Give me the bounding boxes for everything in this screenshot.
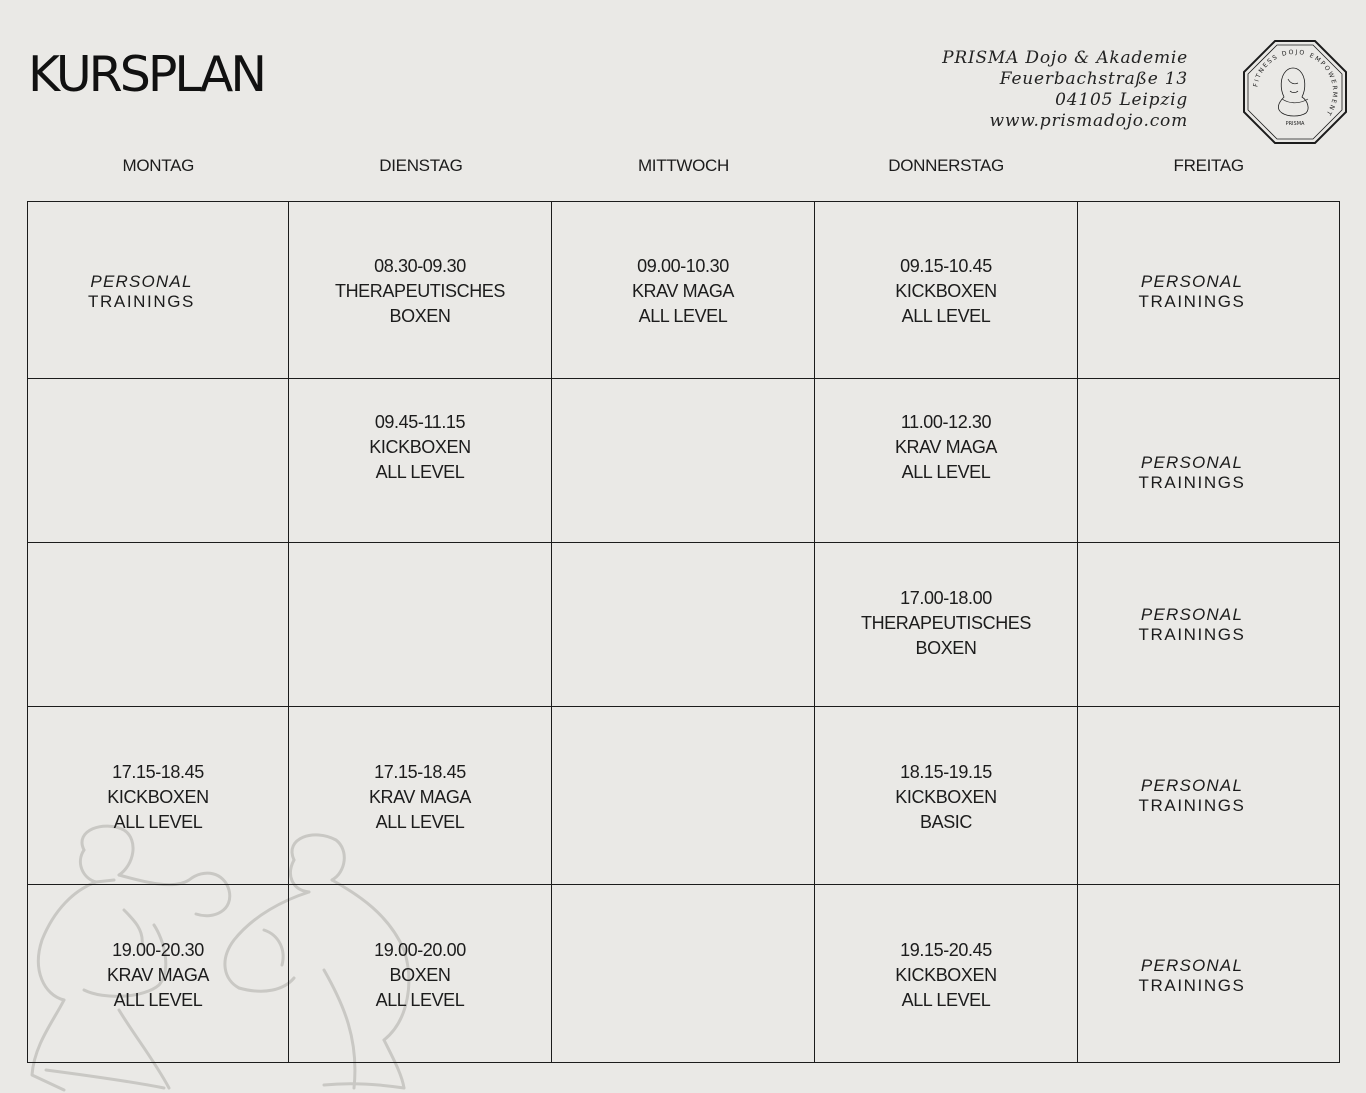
- class-name: KICKBOXEN: [107, 787, 209, 807]
- class-level: BOXEN: [915, 638, 977, 658]
- personal-training-label: [1078, 707, 1339, 884]
- personal-training-label: [1078, 885, 1339, 1062]
- class-name: KRAV MAGA: [631, 281, 735, 301]
- street: Feuerbachstraße 13: [999, 69, 1188, 89]
- class-time: 17.15-18.45: [374, 762, 466, 782]
- schedule-cell-montag-row-1: [27, 201, 289, 379]
- class-time: 18.15-19.15: [900, 762, 992, 782]
- page-title: KURSPLAN: [28, 46, 264, 103]
- svg-text:FITNESS DOJO EMPOWERMENT: [1252, 49, 1338, 118]
- day-header-montag: MONTAG: [122, 156, 195, 175]
- class-level: BASIC: [919, 812, 973, 832]
- logo-name: PRISMA: [1285, 121, 1305, 127]
- personal-training-line2: TRAININGS: [1138, 795, 1246, 815]
- schedule-cell-montag-row-2: [27, 379, 289, 543]
- schedule-cell-donnerstag-row-1: [815, 201, 1078, 379]
- schedule-cell-dienstag-row-3: [289, 543, 552, 707]
- personal-training-line1: PERSONAL: [1140, 955, 1244, 975]
- website-link[interactable]: www.prismadojo.com: [989, 111, 1188, 131]
- schedule-cell-donnerstag-row-5: [815, 885, 1078, 1063]
- personal-training-line2: TRAININGS: [88, 291, 195, 311]
- class-level: ALL LEVEL: [113, 990, 203, 1010]
- class-name: KICKBOXEN: [895, 281, 997, 301]
- class-time: 19.00-20.30: [112, 940, 204, 960]
- octagon-seal-woman-portrait-icon: [1242, 39, 1348, 145]
- class-name: KICKBOXEN: [895, 965, 997, 985]
- day-header-dienstag: DIENSTAG: [379, 156, 463, 175]
- schedule-cell-montag-row-4: [27, 707, 289, 885]
- class-time: 17.15-18.45: [112, 762, 204, 782]
- class-time: 19.15-20.45: [900, 940, 992, 960]
- schedule-table: [27, 201, 1340, 1063]
- schedule-cell-freitag-row-3: [1078, 543, 1340, 707]
- schedule-cell-mittwoch-row-4: [552, 707, 815, 885]
- personal-training-label: [1078, 543, 1339, 706]
- schedule-cell-freitag-row-1: [1078, 201, 1340, 379]
- class-time: 17.00-18.00: [900, 588, 992, 608]
- class-level: ALL LEVEL: [375, 812, 465, 832]
- class-name: THERAPEUTISCHES: [334, 281, 506, 301]
- class-name: KRAV MAGA: [894, 437, 998, 457]
- class-name: THERAPEUTISCHES: [860, 613, 1032, 633]
- schedule-cell-dienstag-row-5: [289, 885, 552, 1063]
- personal-training-label: [1078, 379, 1339, 542]
- schedule-cell-mittwoch-row-3: [552, 543, 815, 707]
- schedule-cell-freitag-row-2: [1078, 379, 1340, 543]
- class-level: ALL LEVEL: [901, 462, 991, 482]
- class-level: ALL LEVEL: [375, 462, 465, 482]
- personal-training-label: [28, 201, 288, 378]
- personal-training-line1: PERSONAL: [1140, 604, 1244, 624]
- personal-training-line1: PERSONAL: [1140, 452, 1244, 472]
- schedule-cell-mittwoch-row-2: [552, 379, 815, 543]
- class-name: KRAV MAGA: [368, 787, 472, 807]
- class-level: BOXEN: [389, 306, 451, 326]
- studio-name: PRISMA Dojo & Akademie: [942, 48, 1188, 68]
- schedule-cell-freitag-row-4: [1078, 707, 1340, 885]
- class-name: KICKBOXEN: [369, 437, 471, 457]
- personal-training-line1: PERSONAL: [1140, 775, 1244, 795]
- day-header-mittwoch: MITTWOCH: [637, 156, 730, 175]
- class-time: 19.00-20.00: [374, 940, 466, 960]
- logo-ring-text: FITNESS DOJO EMPOWERMENT: [1252, 48, 1339, 118]
- postal-city: 04105 Leipzig: [1055, 90, 1188, 110]
- class-name: BOXEN: [389, 965, 451, 985]
- schedule-cell-donnerstag-row-4: [815, 707, 1078, 885]
- class-level: ALL LEVEL: [638, 306, 728, 326]
- studio-address: [880, 48, 1188, 132]
- personal-training-line2: TRAININGS: [1138, 624, 1246, 644]
- class-level: ALL LEVEL: [375, 990, 465, 1010]
- schedule-cell-donnerstag-row-2: [815, 379, 1078, 543]
- day-header-donnerstag: DONNERSTAG: [888, 156, 1004, 175]
- day-header-freitag: FREITAG: [1173, 156, 1244, 175]
- schedule-cell-montag-row-5: [27, 885, 289, 1063]
- personal-training-line2: TRAININGS: [1138, 291, 1246, 311]
- class-name: KICKBOXEN: [895, 787, 997, 807]
- schedule-cell-dienstag-row-4: [289, 707, 552, 885]
- schedule-cell-donnerstag-row-3: [815, 543, 1078, 707]
- schedule-cell-freitag-row-5: [1078, 885, 1340, 1063]
- personal-training-label: [1078, 201, 1339, 378]
- personal-training-line2: TRAININGS: [1138, 975, 1246, 995]
- schedule-cell-mittwoch-row-1: [552, 201, 815, 379]
- class-time: 09.45-11.15: [374, 412, 466, 432]
- schedule-cell-montag-row-3: [27, 543, 289, 707]
- class-level: ALL LEVEL: [113, 812, 203, 832]
- personal-training-line2: TRAININGS: [1138, 472, 1246, 492]
- schedule-cell-dienstag-row-1: [289, 201, 552, 379]
- class-name: KRAV MAGA: [106, 965, 210, 985]
- class-time: 09.00-10.30: [637, 256, 729, 276]
- class-time: 09.15-10.45: [900, 256, 992, 276]
- schedule-cell-dienstag-row-2: [289, 379, 552, 543]
- personal-training-line1: PERSONAL: [1140, 271, 1244, 291]
- day-headers: [27, 156, 1340, 180]
- schedule-cell-mittwoch-row-5: [552, 885, 815, 1063]
- personal-training-line1: PERSONAL: [90, 271, 193, 291]
- class-time: 11.00-12.30: [900, 412, 992, 432]
- class-level: ALL LEVEL: [901, 306, 991, 326]
- class-level: ALL LEVEL: [901, 990, 991, 1010]
- class-time: 08.30-09.30: [374, 256, 466, 276]
